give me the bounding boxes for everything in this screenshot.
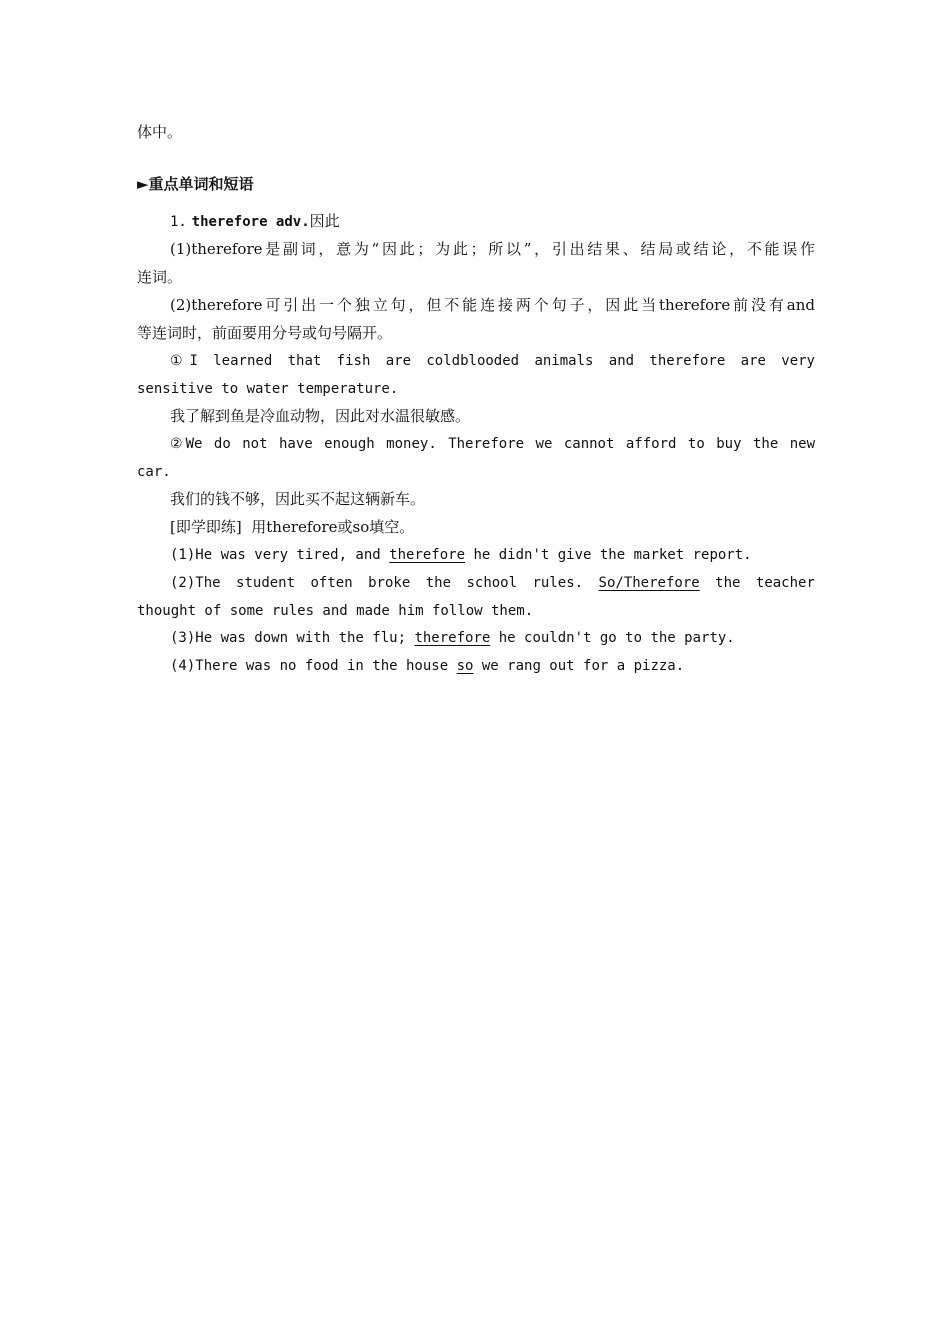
- example-2-en-line-1: ②We do not have enough money. Therefore we cannot afford to buy the new: [170, 436, 815, 452]
- note-2-line-2: 等连词时，前面要用分号或句号隔开。: [137, 324, 393, 342]
- note-1-line-2: 连词。: [137, 268, 183, 286]
- practice-label: [即学即练]: [170, 518, 242, 536]
- triangle-marker-icon: ►: [137, 175, 149, 193]
- practice-item-1-after: he didn't give the market report.: [465, 547, 752, 563]
- practice-item-3-after: he couldn't go to the party.: [490, 630, 735, 646]
- section-heading: [137, 174, 815, 194]
- practice-item-2-answer: So/Therefore: [598, 575, 700, 591]
- note-2-line-1: (2)therefore可引出一个独立句，但不能连接两个句子，因此当therefore前没有and: [170, 296, 815, 314]
- section-heading-text: 重点单词和短语: [148, 175, 254, 193]
- practice-header: [170, 517, 815, 537]
- item-1-number: 1.: [170, 214, 187, 230]
- example-1-en-line-2: sensitive to water temperature.: [137, 381, 399, 397]
- example-2-zh: 我们的钱不够，因此买不起这辆新车。: [170, 490, 426, 508]
- practice-item-1: [170, 545, 815, 565]
- item-1-title: [170, 211, 815, 232]
- practice-instruction: 用therefore或so填空。: [251, 518, 415, 536]
- example-1-en-line-1: ①I learned that fish are coldblooded animals and therefore are very: [170, 353, 815, 369]
- item-1-word: therefore adv.: [191, 214, 310, 230]
- practice-item-2-cont: thought of some rules and made him follow them.: [137, 603, 534, 619]
- note-1-line-1: (1)therefore是副词，意为“因此；为此；所以”，引出结果、结局或结论，不能误作: [170, 240, 815, 258]
- intro-tail: 体中。: [137, 123, 183, 141]
- practice-item-3-answer: therefore: [414, 630, 491, 646]
- practice-item-2: (2)The student often broke the school rules. So/Therefore the teacher: [170, 575, 815, 591]
- practice-item-1-answer: therefore: [389, 547, 466, 563]
- practice-item-1-before: (1)He was very tired, and: [170, 547, 390, 563]
- item-1-meaning: 因此: [309, 212, 340, 230]
- practice-item-4: [170, 656, 815, 676]
- example-1-zh: 我了解到鱼是冷血动物，因此对水温很敏感。: [170, 407, 471, 425]
- practice-item-4-before: (4)There was no food in the house: [170, 658, 457, 674]
- practice-item-3-before: (3)He was down with the flu;: [170, 630, 415, 646]
- practice-item-4-answer: so: [456, 658, 474, 674]
- practice-item-3: [170, 628, 815, 648]
- practice-item-4-after: we rang out for a pizza.: [473, 658, 685, 674]
- example-2-en-line-2: car.: [137, 464, 171, 480]
